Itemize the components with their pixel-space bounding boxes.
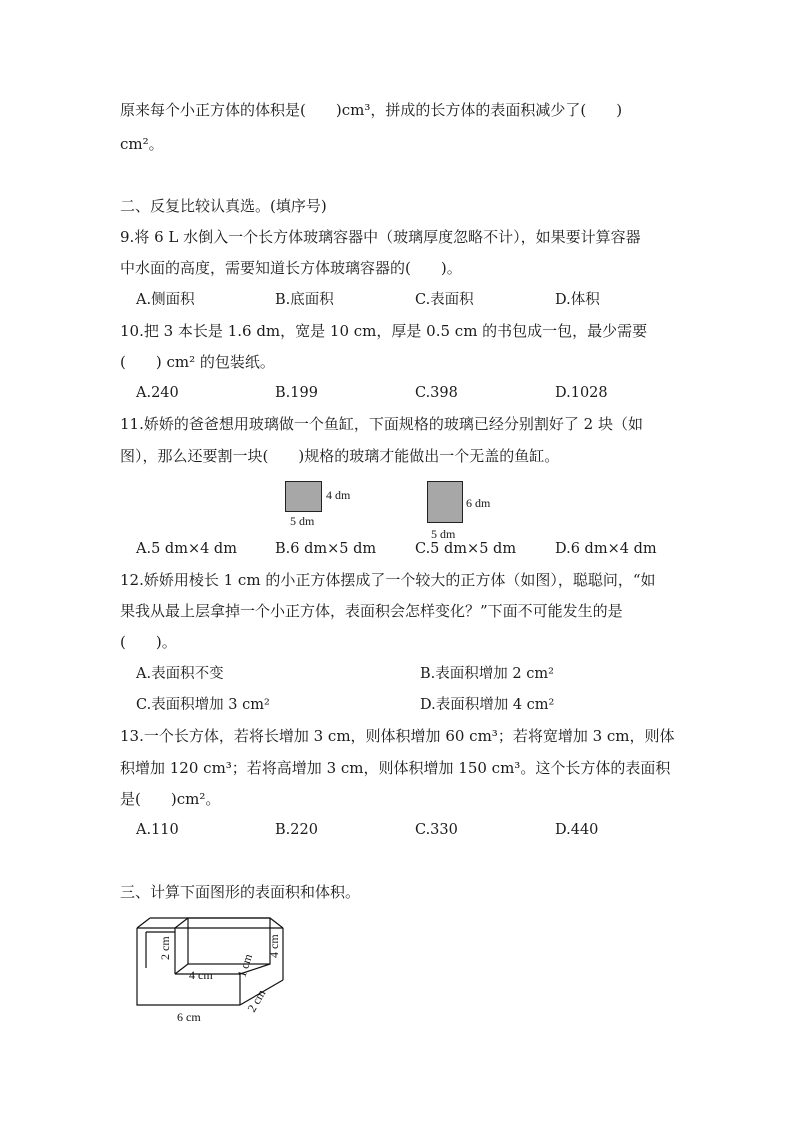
cuboid-with-notch-figure bbox=[120, 908, 290, 1028]
q12-option-b[interactable]: B.表面积增加 2 cm² bbox=[420, 666, 554, 682]
q13-option-c[interactable]: C.330 bbox=[415, 822, 458, 838]
glass-2-width-label: 5 dm bbox=[431, 527, 456, 541]
q9-text-1: 9.将 6 L 水倒入一个长方体玻璃容器中（玻璃厚度忽略不计），如果要计算容器 bbox=[120, 228, 641, 246]
q11-option-d[interactable]: D.6 dm×4 dm bbox=[555, 541, 657, 557]
glass-pane-1 bbox=[285, 481, 322, 512]
q9-option-d[interactable]: D.体积 bbox=[555, 292, 600, 308]
q11-text-2: 图），那么还要割一块( )规格的玻璃才能做出一个无盖的鱼缸。 bbox=[120, 447, 560, 465]
dim-label-4cm-inner: 4 cm bbox=[189, 968, 213, 982]
section-3-heading: 三、计算下面图形的表面积和体积。 bbox=[120, 883, 361, 901]
q13-option-b[interactable]: B.220 bbox=[275, 822, 318, 838]
q13-text-2: 积增加 120 cm³；若将高增加 3 cm，则体积增加 150 cm³。这个长方体的表面积 bbox=[120, 759, 671, 777]
dim-label-1cm: 1 cm bbox=[234, 952, 256, 979]
glass-1-height-label: 4 dm bbox=[326, 488, 351, 502]
q11-option-a[interactable]: A.5 dm×4 dm bbox=[136, 541, 237, 557]
q12-option-c[interactable]: C.表面积增加 3 cm² bbox=[136, 697, 270, 713]
q8-continuation-line: 原来每个小正方体的体积是( )cm³，拼成的长方体的表面积减少了( ) bbox=[120, 101, 623, 119]
section-2-heading: 二、反复比较认真选。(填序号) bbox=[120, 197, 327, 215]
q8-unit-line: cm²。 bbox=[120, 135, 164, 153]
glass-2-height-label: 6 dm bbox=[466, 496, 491, 510]
q10-option-b[interactable]: B.199 bbox=[275, 385, 318, 401]
q9-text-2: 中水面的高度，需要知道长方体玻璃容器的( )。 bbox=[120, 259, 462, 277]
q11-text-1: 11.娇娇的爸爸想用玻璃做一个鱼缸，下面规格的玻璃已经分别割好了 2 块（如 bbox=[120, 415, 643, 433]
dim-label-2cm-left: 2 cm bbox=[158, 936, 172, 960]
q10-option-a[interactable]: A.240 bbox=[136, 385, 179, 401]
q10-text-2: ( ) cm² 的包装纸。 bbox=[120, 353, 275, 371]
q12-text-3: ( )。 bbox=[120, 633, 177, 651]
q12-text-1: 12.娇娇用棱长 1 cm 的小正方体摆成了一个较大的正方体（如图），聪聪问，“如 bbox=[120, 571, 656, 589]
q9-option-b[interactable]: B.底面积 bbox=[275, 292, 334, 308]
glass-pane-2 bbox=[427, 481, 463, 523]
q13-option-d[interactable]: D.440 bbox=[555, 822, 599, 838]
q12-option-d[interactable]: D.表面积增加 4 cm² bbox=[420, 697, 555, 713]
q13-text-1: 13.一个长方体，若将长增加 3 cm，则体积增加 60 cm³；若将宽增加 3 cm，则体 bbox=[120, 727, 675, 745]
dim-label-2cm-depth: 2 cm bbox=[244, 986, 269, 1015]
glass-1-width-label: 5 dm bbox=[290, 514, 315, 528]
q10-option-d[interactable]: D.1028 bbox=[555, 385, 608, 401]
q13-option-a[interactable]: A.110 bbox=[136, 822, 179, 838]
dim-label-4cm-right: 4 cm bbox=[267, 934, 281, 958]
dim-label-6cm-bottom: 6 cm bbox=[177, 1010, 201, 1024]
q9-option-c[interactable]: C.表面积 bbox=[415, 292, 474, 308]
q12-option-a[interactable]: A.表面积不变 bbox=[136, 666, 224, 682]
q10-option-c[interactable]: C.398 bbox=[415, 385, 458, 401]
q11-option-c[interactable]: C.5 dm×5 dm bbox=[415, 541, 517, 557]
q12-text-2: 果我从最上层拿掉一个小正方体，表面积会怎样变化？”下面不可能发生的是 bbox=[120, 602, 623, 620]
q10-text-1: 10.把 3 本长是 1.6 dm，宽是 10 cm，厚是 0.5 cm 的书包成一包，最少需要 bbox=[120, 322, 648, 340]
q13-text-3: 是( )cm²。 bbox=[120, 790, 221, 808]
q9-option-a[interactable]: A.侧面积 bbox=[136, 292, 195, 308]
q11-option-b[interactable]: B.6 dm×5 dm bbox=[275, 541, 377, 557]
